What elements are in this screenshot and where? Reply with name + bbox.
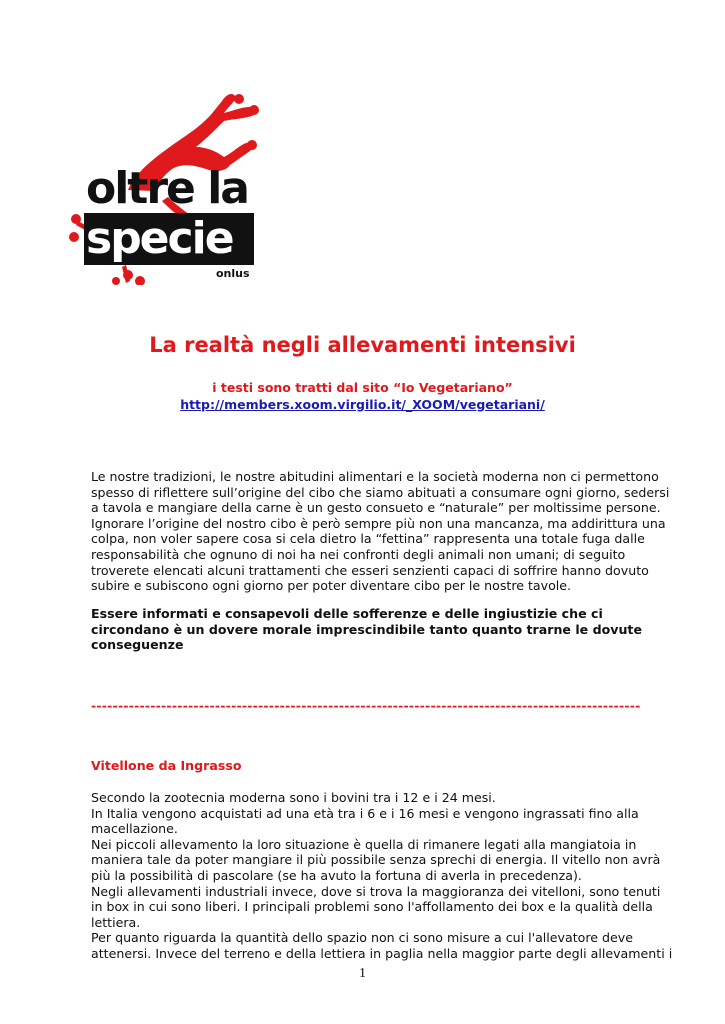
section-divider: ------------------------------------------------------------------------------------------------------ (91, 698, 641, 713)
paragraph-line: Ignorare l’origine del nostro cibo è però sempre più non una mancanza, ma addirittura una (91, 515, 666, 531)
page-title: La realtà negli allevamenti intensivi (149, 333, 576, 357)
paragraph-line: attenersi. Invece del terreno e della lettiera in paglia nella maggior parte degli allevamenti i (91, 945, 673, 961)
paragraph-line: macellazione. (91, 821, 178, 837)
frog-logo-graphic (66, 85, 266, 285)
intro-paragraph (91, 469, 670, 594)
source-link[interactable]: http://members.xoom.virgilio.it/_XOOM/vegetariani/ (180, 397, 545, 412)
paragraph-line: conseguenze (91, 637, 184, 653)
section-paragraph (91, 790, 673, 962)
paragraph-line: spesso di riflettere sull’origine del cibo che siamo abituati a consumare ogni giorno, sedersi (91, 484, 670, 500)
page-number: 1 (359, 966, 366, 981)
logo-line-1: oltre la (86, 163, 248, 214)
paragraph-line: subire e subiscono ogni giorno per poter diventare cibo per le nostre tavole. (91, 578, 572, 594)
paragraph-line: troverete elencati alcuni trattamenti che esseri senzienti capaci di soffrire hanno dovuto (91, 562, 649, 578)
paragraph-line: Secondo la zootecnia moderna sono i bovini tra i 12 e i 24 mesi. (91, 790, 496, 805)
source-subtitle: i testi sono tratti dal sito “Io Vegetariano” (212, 380, 513, 395)
paragraph-line: lettiera. (91, 914, 141, 930)
logo-line-3: onlus (216, 267, 250, 280)
paragraph-line: Le nostre tradizioni, le nostre abitudini alimentari e la società moderna non ci permettono (91, 469, 659, 484)
paragraph-line: Per quanto riguarda la quantità dello spazio non ci sono misure a cui l'allevatore deve (91, 930, 633, 946)
oltre-la-specie-logo (66, 85, 266, 285)
section-heading: Vitellone da Ingrasso (91, 758, 242, 773)
paragraph-line: responsabilità che ognuno di noi ha nei confronti degli animali non umani; di seguito (91, 546, 626, 562)
paragraph-line: In Italia vengono acquistati ad una età tra i 6 e i 16 mesi e vengono ingrassati fino alla (91, 805, 639, 821)
paragraph-line: maniera tale da poter mangiare il più possibile senza sprechi di energia. Il vitello non avrà (91, 852, 661, 868)
paragraph-line: a tavola e mangiare della carne è un gesto consueto e “naturale” per moltissime persone. (91, 500, 661, 516)
paragraph-line: Nei piccoli allevamento la loro situazione è quella di rimanere legati alla mangiatoia in (91, 836, 637, 852)
paragraph-line: Essere informati e consapevoli delle sofferenze e delle ingiustizie che ci (91, 606, 603, 621)
statement-paragraph (91, 606, 651, 653)
paragraph-line: Negli allevamenti industriali invece, dove si trova la maggioranza dei vitelloni, sono tenuti (91, 883, 661, 899)
paragraph-line: colpa, non voler sapere cosa si cela dietro la “fettina” rappresenta una totale fuga dalle (91, 531, 645, 547)
paragraph-line: in box in cui sono liberi. I principali problemi sono l'affollamento dei box e la qualità della (91, 899, 653, 915)
paragraph-line: più la possibilità di pascolare (se ha avuto la fortuna di averla in precedenza). (91, 867, 582, 883)
logo-line-2: specie (86, 213, 233, 264)
paragraph-line: circondano è un dovere morale imprescindibile tanto quanto trarne le dovute (91, 621, 642, 637)
